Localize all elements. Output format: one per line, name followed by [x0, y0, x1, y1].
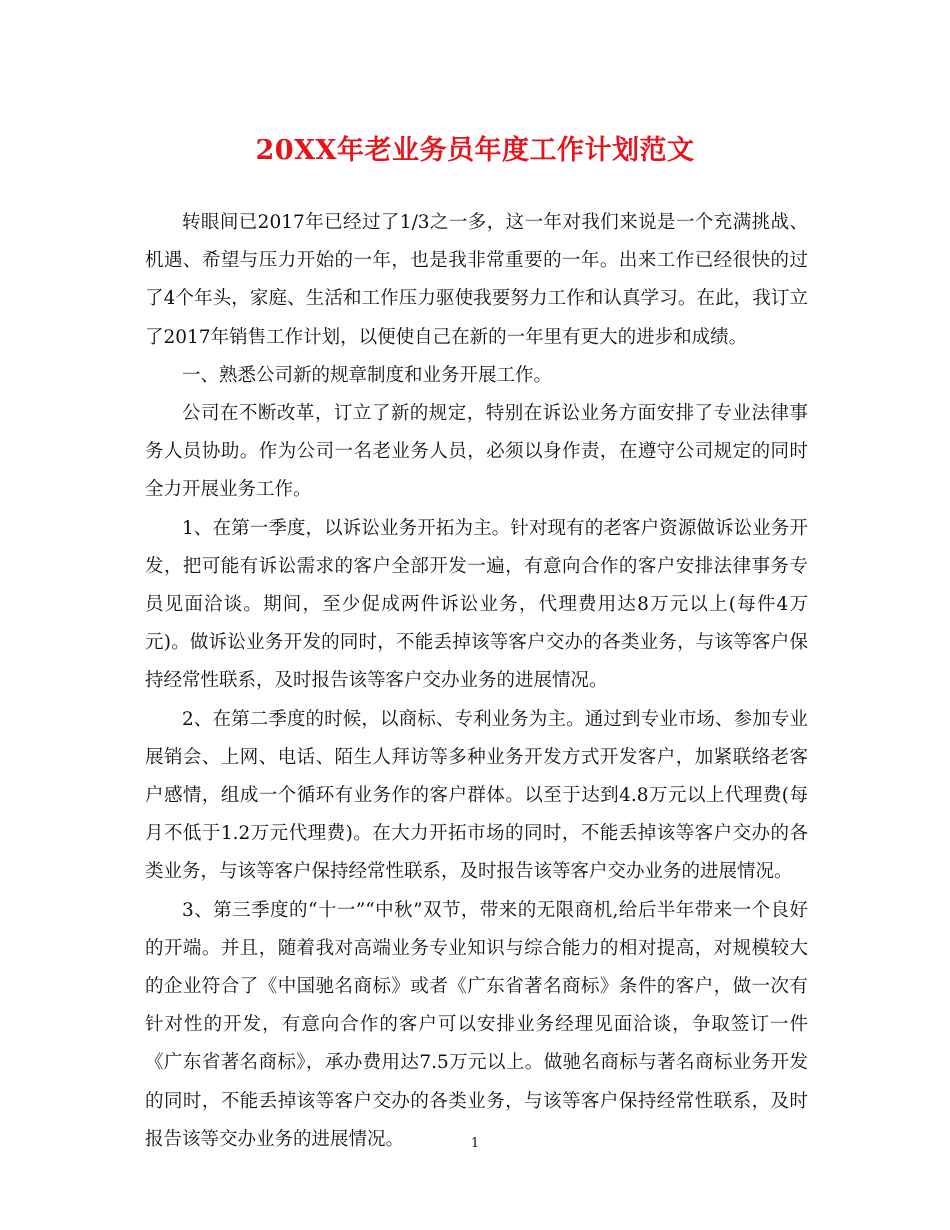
document-body [145, 204, 808, 1159]
document-title: 20XX年老业务员年度工作计划范文 [255, 135, 695, 166]
plan-item-q3: 3、第三季度的“十一”“中秋”双节，带来的无限商机,给后半年带来一个良好的开端。并且，随着我对高端业务专业知识与综合能力的相对提高，对规模较大的企业符合了《中国驰名商标》或者《广东省著名商标》条件的客户，做一次有针对性的开发，有意向合作的客户可以安排业务经理见面洽谈，争取签订一件《广东省著名商标》，承办费用达7.5万元以上。做驰名商标与著名商标业务开发的同时，不能丢掉该等客户交办的各类业务，与该等客户保持经常性联系，及时报告该等交办业务的进展情况。 [145, 899, 808, 1150]
section-heading: 一、熟悉公司新的规章制度和业务开展工作。 [182, 364, 553, 386]
plan-item-q1: 1、在第一季度，以诉讼业务开拓为主。针对现有的老客户资源做诉讼业务开发，把可能有诉讼需求的客户全部开发一遍，有意向合作的客户安排法律事务专员见面洽谈。期间，至少促成两件诉讼业务，代理费用达8万元以上(每件4万元)。做诉讼业务开发的同时，不能丢掉该等客户交办的各类业务，与该等客户保持经常性联系，及时报告该等客户交办业务的进展情况。 [145, 517, 808, 692]
plan-item-q2: 2、在第二季度的时候，以商标、专利业务为主。通过到专业市场、参加专业展销会、上网、电话、陌生人拜访等多种业务开发方式开发客户，加紧联络老客户感情，组成一个循环有业务作的客户群体。以至于达到4.8万元以上代理费(每月不低于1.2万元代理费)。在大力开拓市场的同时，不能丢掉该等客户交办的各类业务，与该等客户保持经常性联系，及时报告该等客户交办业务的进展情况。 [145, 708, 808, 883]
intro-paragraph: 转眼间已2017年已经过了1/3之一多，这一年对我们来说是一个充满挑战、机遇、希望与压力开始的一年，也是我非常重要的一年。出来工作已经很快的过了4个年头，家庭、生活和工作压力驱使我要努力工作和认真学习。在此，我订立了2017年销售工作计划，以便使自己在新的一年里有更大的进步和成绩。 [145, 212, 808, 348]
body-paragraph: 公司在不断改革，订立了新的规定，特别在诉讼业务方面安排了专业法律事务人员协助。作为公司一名老业务人员，必须以身作责，在遵守公司规定的同时全力开展业务工作。 [145, 403, 808, 501]
page-number: 1 [470, 1136, 480, 1151]
